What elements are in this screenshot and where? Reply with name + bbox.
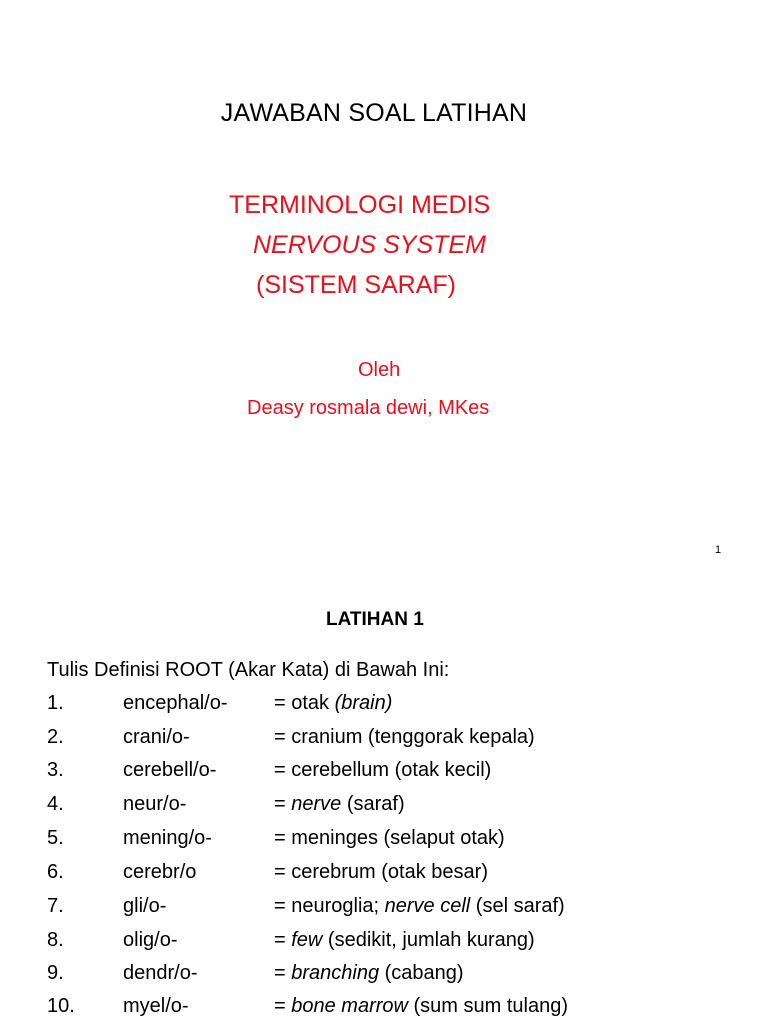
definition-text: = otak — [274, 692, 335, 714]
term-root: myel/o- — [123, 995, 189, 1017]
slide-title: JAWABAN SOAL LATIHAN — [220, 99, 528, 127]
term-root: olig/o- — [123, 929, 178, 951]
term-root: mening/o- — [123, 827, 212, 849]
definition-text-after: (sedikit, jumlah kurang) — [322, 929, 535, 951]
term-row — [0, 823, 768, 857]
author-name: Deasy rosmala dewi, MKes — [247, 397, 490, 419]
definition-emphasis: branching — [291, 962, 380, 984]
definition-text: = — [274, 962, 292, 984]
term-definition — [274, 958, 464, 988]
definition-text-after: (saraf) — [341, 793, 405, 815]
term-row — [0, 958, 768, 992]
definition-emphasis: nerve cell — [384, 895, 471, 917]
exercise-instruction: Tulis Definisi ROOT (Akar Kata) di Bawah Ini: — [47, 659, 450, 681]
term-row — [0, 925, 768, 959]
term-definition — [274, 789, 405, 819]
term-number: 2. — [47, 726, 64, 748]
definition-text: = cranium (tenggorak kepala) — [274, 726, 535, 748]
term-row — [0, 755, 768, 789]
term-number: 7. — [47, 895, 64, 917]
term-root: cerebr/o — [123, 861, 197, 883]
term-definition — [274, 755, 491, 785]
term-number: 10. — [47, 995, 75, 1017]
definition-emphasis: (brain) — [334, 692, 393, 714]
definition-text-after: (cabang) — [379, 962, 464, 984]
term-root: encephal/o- — [123, 692, 228, 714]
term-row — [0, 789, 768, 823]
term-number: 4. — [47, 793, 64, 815]
subtitle-nervous-system: NERVOUS SYSTEM — [253, 231, 486, 259]
term-definition — [274, 891, 565, 921]
definition-text-after: (sum sum tulang) — [407, 995, 569, 1017]
term-row — [0, 688, 768, 722]
definition-text: = — [274, 793, 292, 815]
term-definition — [274, 991, 568, 1021]
term-definition — [274, 925, 535, 955]
term-row — [0, 991, 768, 1025]
term-root: gli/o- — [123, 895, 167, 917]
subtitle-terminologi: TERMINOLOGI MEDIS — [229, 191, 491, 219]
author-label: Oleh — [358, 359, 401, 381]
term-row — [0, 891, 768, 925]
term-root: dendr/o- — [123, 962, 198, 984]
definition-text: = meninges (selaput otak) — [274, 827, 505, 849]
term-definition — [274, 857, 488, 887]
definition-text: = cerebrum (otak besar) — [274, 861, 488, 883]
term-row — [0, 857, 768, 891]
term-root: neur/o- — [123, 793, 187, 815]
definition-text: = cerebellum (otak kecil) — [274, 759, 492, 781]
term-definition — [274, 722, 535, 752]
definition-text-after: (sel saraf) — [470, 895, 565, 917]
term-definition — [274, 688, 392, 718]
definition-emphasis: few — [291, 929, 323, 951]
subtitle-sistem-saraf: (SISTEM SARAF) — [256, 271, 457, 299]
exercise-heading: LATIHAN 1 — [326, 609, 424, 630]
term-number: 1. — [47, 692, 64, 714]
term-row — [0, 722, 768, 756]
definition-text: = — [274, 995, 292, 1017]
term-number: 8. — [47, 929, 64, 951]
term-root: crani/o- — [123, 726, 190, 748]
term-number: 9. — [47, 962, 64, 984]
page-number: 1 — [715, 544, 722, 556]
term-number: 3. — [47, 759, 64, 781]
definition-emphasis: nerve — [291, 793, 342, 815]
definition-emphasis: bone marrow — [291, 995, 408, 1017]
definition-text: = neuroglia; — [274, 895, 385, 917]
definition-text: = — [274, 929, 292, 951]
term-root: cerebell/o- — [123, 759, 217, 781]
term-number: 6. — [47, 861, 64, 883]
term-number: 5. — [47, 827, 64, 849]
term-definition — [274, 823, 505, 853]
